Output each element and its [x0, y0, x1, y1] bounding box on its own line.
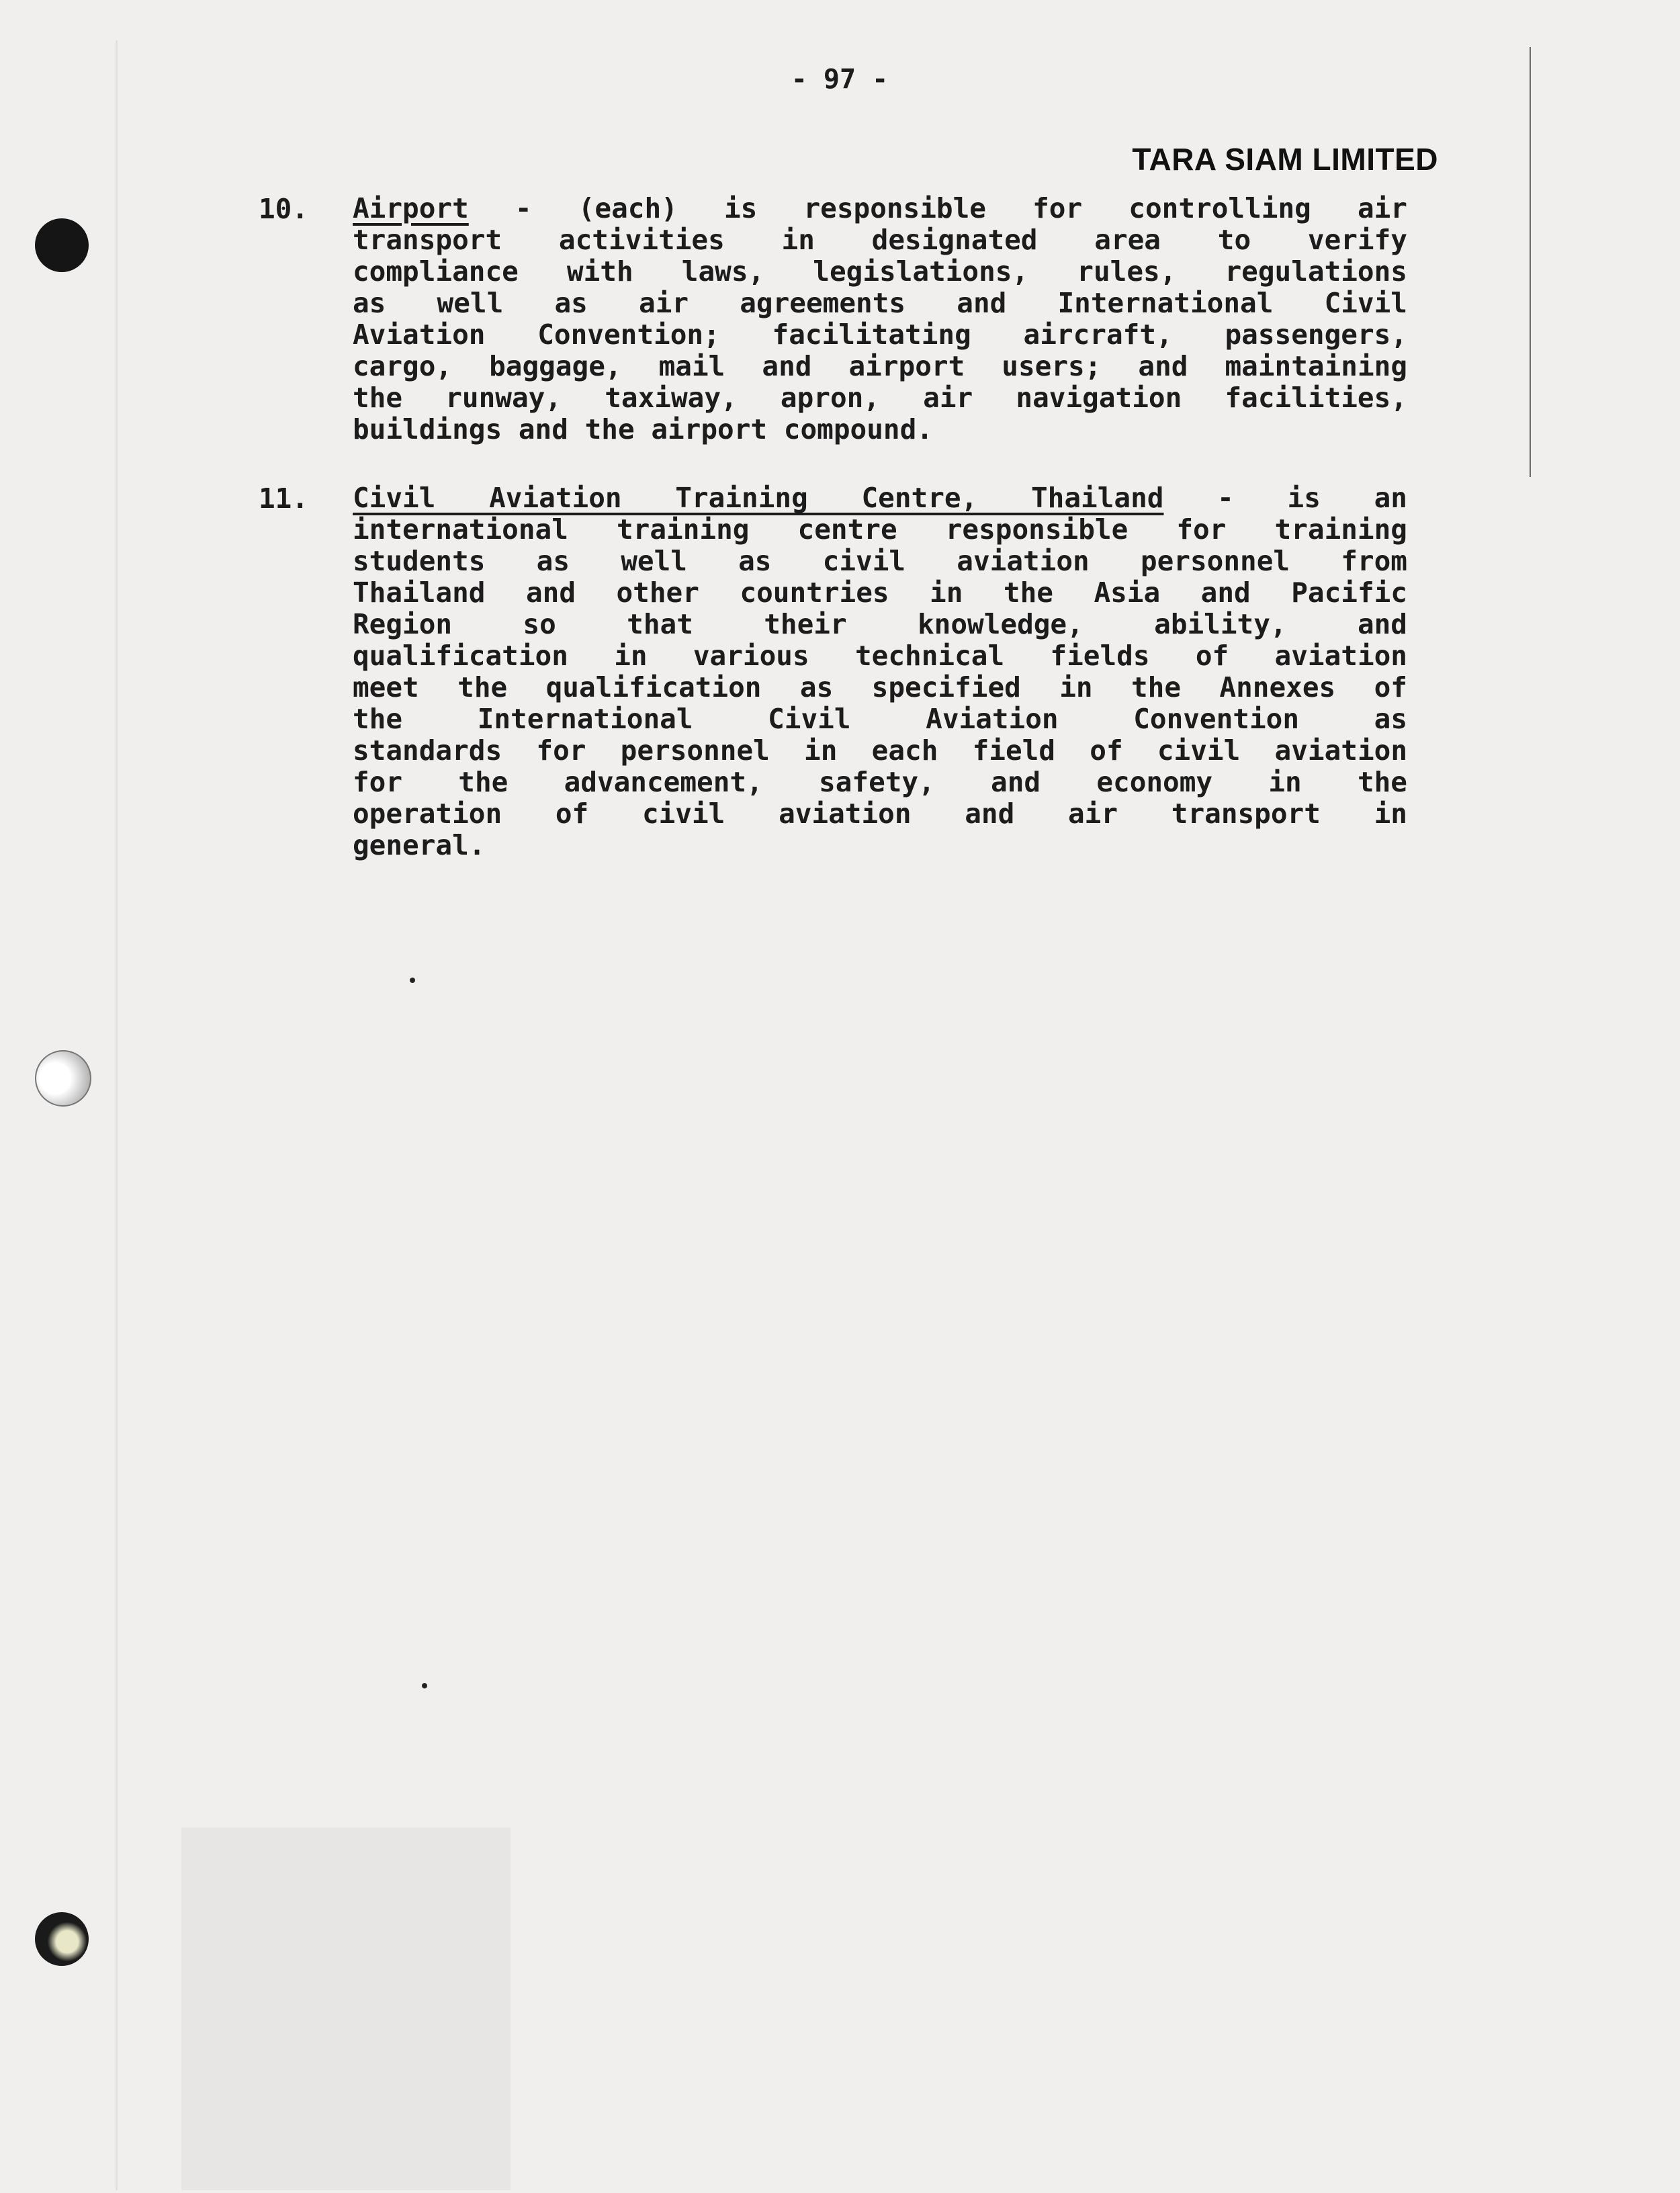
item-line: buildings and the airport compound. [353, 413, 933, 445]
page-number: - 97 - [791, 64, 889, 95]
page-edge-line [1530, 47, 1531, 477]
item-line: the runway, taxiway, apron, air navigation facilities, [353, 382, 1407, 414]
item-line: Thailand and other countries in the Asia and Pacific [353, 576, 1407, 609]
item-line: qualification in various technical fields of aviation [353, 640, 1407, 672]
item-line: operation of civil aviation and air transport in [353, 798, 1407, 830]
item-number: 11. [259, 482, 309, 515]
item-number: 10. [259, 193, 309, 225]
item-line: general. [353, 829, 486, 861]
item-text [353, 193, 1407, 445]
punch-hole-middle [35, 1050, 91, 1107]
item-heading: Civil Aviation Training Centre, Thailand [353, 482, 1164, 514]
binder-margin-line [116, 40, 118, 2190]
item-text [353, 482, 1407, 861]
speck-mark [410, 978, 415, 983]
item-line: students as well as civil aviation personnel from [353, 545, 1407, 577]
item-line: for the advancement, safety, and economy in the [353, 766, 1407, 798]
item-line: the International Civil Aviation Convention as [353, 703, 1407, 735]
item-line: as well as air agreements and International Civil [353, 287, 1407, 319]
item-line: compliance with laws, legislations, rules, regulations [353, 255, 1407, 288]
punch-hole-bottom [35, 1912, 89, 1966]
item-line: cargo, baggage, mail and airport users; and maintaining [353, 350, 1407, 382]
item-line: international training centre responsible for training [353, 513, 1407, 546]
punch-hole-top [35, 218, 89, 272]
speck-mark [422, 1683, 427, 1688]
item-line: - (each) is responsible for controlling air [468, 192, 1407, 224]
item-line: Region so that their knowledge, ability, and [353, 608, 1407, 640]
company-header: TARA SIAM LIMITED [1132, 142, 1438, 177]
bleed-through-shadow [181, 1828, 511, 2190]
item-line: standards for personnel in each field of civil aviation [353, 734, 1407, 767]
item-line: meet the qualification as specified in the Annexes of [353, 671, 1407, 703]
item-line: - is an [1163, 482, 1407, 514]
item-heading: Airport [353, 192, 469, 224]
item-line: Aviation Convention; facilitating aircraft, passengers, [353, 318, 1407, 351]
item-line: transport activities in designated area to verify [353, 224, 1407, 256]
